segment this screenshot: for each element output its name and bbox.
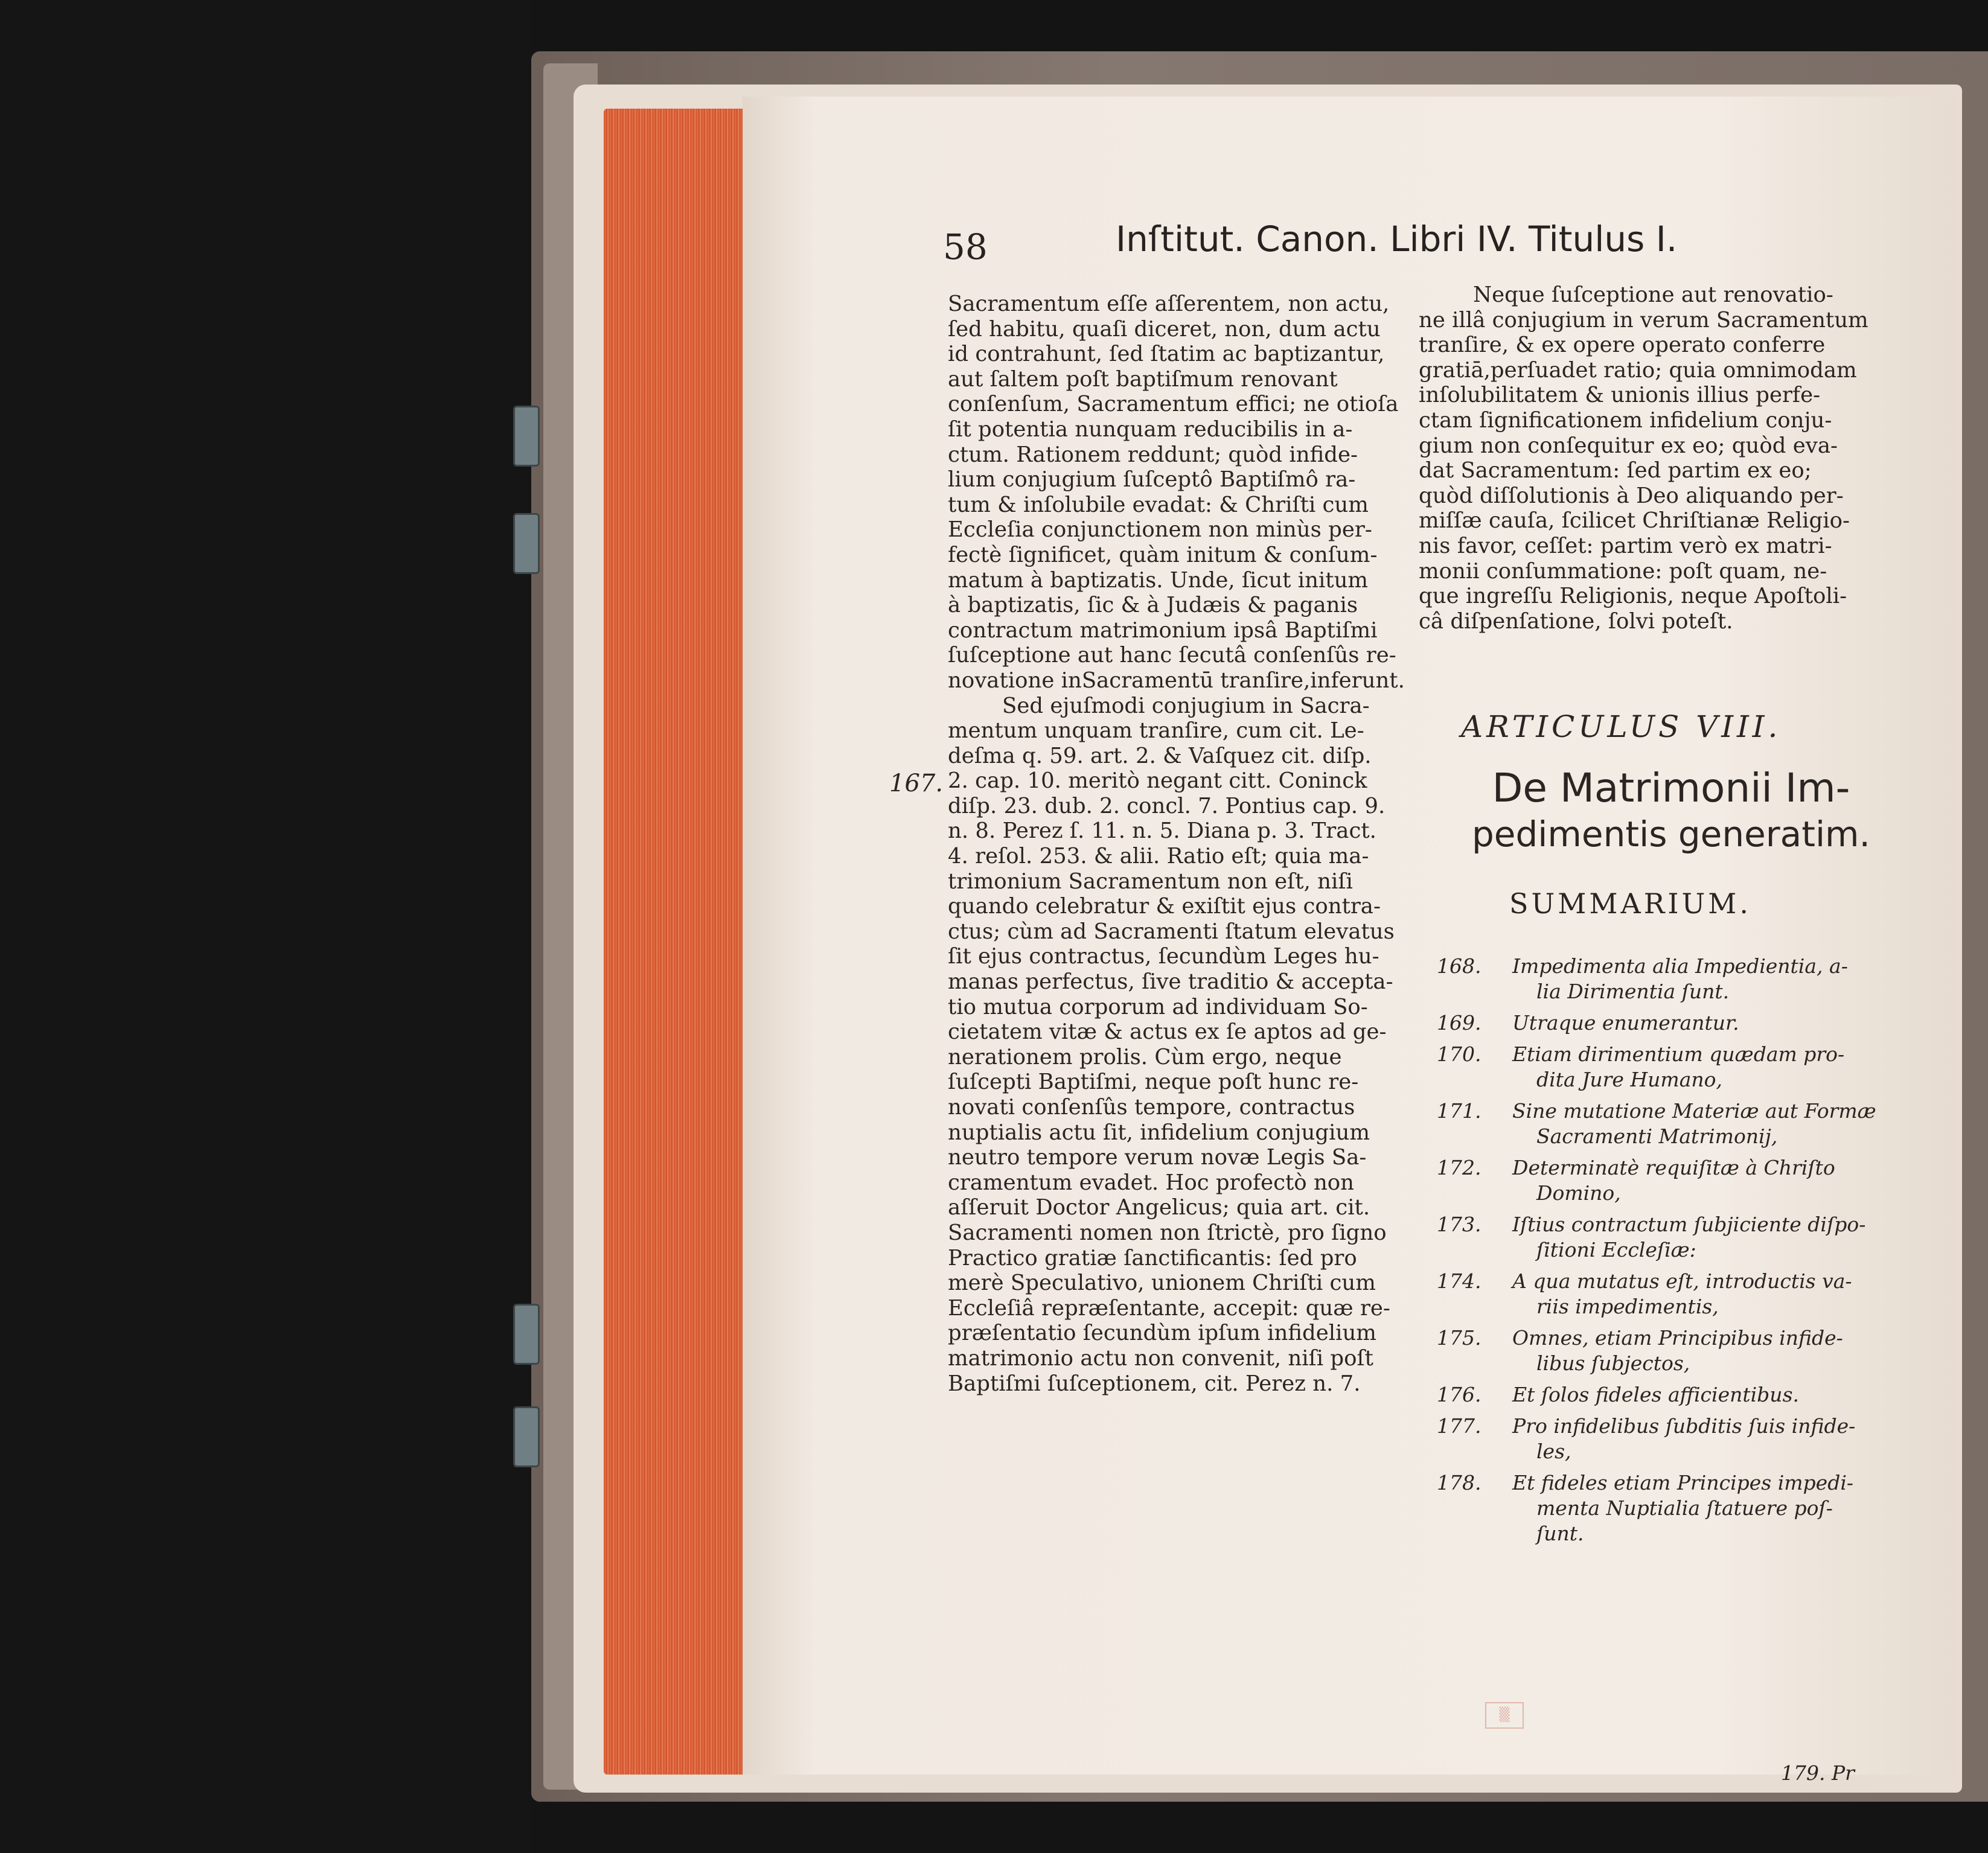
text-line: diſp. 23. dub. 2. concl. 7. Pontius cap. 9. <box>948 793 1386 818</box>
text-line: ne illâ conjugium in verum Sacramentum <box>1419 307 1868 333</box>
summary-item-number: 174. <box>1437 1269 1481 1293</box>
summary-item-text: dita Jure Humano, <box>1536 1068 1722 1091</box>
text-line: conſenſum, Sacramentum effici; ne otioſa <box>948 392 1399 417</box>
summary-item <box>1437 1269 1896 1319</box>
text-line: lium conjugium ſuſceptô Baptiſmô ra- <box>948 467 1356 493</box>
summary-item-number: 175. <box>1437 1326 1481 1350</box>
text-line: Practico gratiæ ſanctificantis: ſed pro <box>948 1245 1357 1271</box>
summary-item-text: Sacramenti Matrimonij, <box>1536 1124 1778 1148</box>
summary-item-text: Determinatè requiſitæ à Chriſto <box>1512 1156 1835 1179</box>
text-line: cramentum evadet. Hoc profectò non <box>948 1170 1355 1195</box>
text-line: Sacramenti nomen non ſtrictè, pro ſigno <box>948 1220 1387 1245</box>
right-column <box>1419 282 1884 634</box>
text-line: quando celebratur & exiſtit ejus contra- <box>948 894 1381 919</box>
summary-list <box>1437 954 1896 1552</box>
text-line: nis favor, ceſſet: partim verò ex matri- <box>1419 533 1832 558</box>
text-line: ſit ejus contractus, ſecundùm Leges hu- <box>948 944 1379 969</box>
text-line: merè Speculativo, unionem Chriſti cum <box>948 1271 1376 1296</box>
text-line: ſuſcepti Baptiſmi, neque poſt hunc re- <box>948 1070 1359 1095</box>
summary-item <box>1437 1010 1896 1036</box>
text-line: cietatem vitæ & actus ex ſe aptos ad ge- <box>948 1019 1387 1045</box>
clasp-hinge-icon <box>513 1406 540 1467</box>
summary-item-text: libus ſubjectos, <box>1536 1351 1690 1375</box>
text-line: id contrahunt, ſed ſtatim ac baptizantur, <box>948 342 1385 367</box>
text-line: mentum unquam tranſire, cum cit. Le- <box>948 718 1364 744</box>
summary-heading: SUMMARIUM. <box>1509 887 1751 920</box>
text-line: matrimonio actu non convenit, niſi poſt <box>948 1345 1373 1371</box>
text-line: tranſire, & ex opere operato conferre <box>1419 333 1826 358</box>
text-line: aſſeruit Doctor Angelicus; quia art. cit. <box>948 1195 1370 1220</box>
summary-item <box>1437 1470 1896 1546</box>
text-line: novatione inSacramentū tranſire,inferunt. <box>948 668 1405 693</box>
summary-item-text: Omnes, etiam Principibus infide- <box>1512 1326 1843 1350</box>
summary-item-text: lia Dirimentia ſunt. <box>1536 980 1730 1003</box>
article-title-line: De Matrimonii Im- <box>1492 765 1850 811</box>
summary-item-text: Et ſolos fideles afficientibus. <box>1512 1383 1799 1406</box>
summary-item-text: Pro infidelibus ſubditis ſuis infide- <box>1512 1414 1856 1438</box>
text-line: manas perfectus, ſive traditio & accepta- <box>948 969 1393 995</box>
text-line: que ingreſſu Religionis, neque Apoſtoli- <box>1419 584 1847 609</box>
summary-item-number: 173. <box>1437 1213 1481 1236</box>
text-line: ctus; cùm ad Sacramenti ſtatum elevatus <box>948 919 1395 944</box>
summary-item-number: 169. <box>1437 1011 1481 1035</box>
summary-item-text: Etiam dirimentium quædam pro- <box>1512 1042 1845 1066</box>
text-line: n. 8. Perez ſ. 11. n. 5. Diana p. 3. Tract. <box>948 818 1376 844</box>
dark-background <box>0 0 531 1853</box>
text-line: deſma q. 59. art. 2. & Vaſquez cit. diſp. <box>948 743 1372 768</box>
text-line: câ diſpenſatione, ſolvi poteſt. <box>1419 608 1733 634</box>
text-line: 2. cap. 10. meritò negant citt. Coninck <box>948 768 1367 794</box>
text-line: miſſæ cauſa, ſcilicet Chriſtianæ Religio- <box>1419 508 1850 534</box>
summary-item <box>1437 1414 1896 1464</box>
text-line: ctum. Rationem reddunt; quòd infide- <box>948 442 1358 467</box>
article-heading: ARTICULUS VIII. <box>1461 709 1782 744</box>
text-line: à baptizatis, ſic & à Judæis & paganis <box>948 593 1358 618</box>
summary-item-text: Domino, <box>1536 1181 1621 1205</box>
summary-item-number: 178. <box>1437 1471 1481 1494</box>
summary-item-text: Et fideles etiam Principes impedi- <box>1512 1471 1854 1494</box>
summary-item <box>1437 1155 1896 1206</box>
summary-item <box>1437 1042 1896 1092</box>
summary-item-text: Impedimenta alia Impedientia, a- <box>1512 954 1848 978</box>
text-line: gium non conſequitur ex eo; quòd eva- <box>1419 433 1838 458</box>
summary-item-text: menta Nuptialia ſtatuere poſ- <box>1536 1496 1833 1520</box>
text-line: præſentatio ſecundùm ipſum infidelium <box>948 1321 1376 1346</box>
summary-item-text: Utraque enumerantur. <box>1512 1011 1739 1035</box>
text-line: monii conſummatione: poſt quam, ne- <box>1419 558 1827 584</box>
summary-item <box>1437 1099 1896 1149</box>
article-title-line: pedimentis generatim. <box>1471 814 1870 855</box>
summary-item-number: 177. <box>1437 1414 1481 1438</box>
summary-item <box>1437 1212 1896 1263</box>
summary-item-number: 172. <box>1437 1156 1481 1179</box>
running-title: Inſtitut. Canon. Libri IV. Titulus I. <box>1116 218 1678 260</box>
text-line: Eccleſiâ repræſentante, accepit: quæ re- <box>948 1295 1390 1321</box>
text-line: ſuſceptione aut hanc ſecutâ conſenſûs re- <box>948 643 1396 668</box>
summary-item-text: riis impedimentis, <box>1536 1295 1719 1318</box>
summary-item-number: 176. <box>1437 1383 1481 1406</box>
library-stamp: ▒ <box>1485 1702 1524 1729</box>
summary-item-text: Sine mutatione Materiæ aut Formæ <box>1512 1099 1876 1123</box>
summary-item-number: 171. <box>1437 1099 1481 1123</box>
text-line: 4. reſol. 253. & alii. Ratio eſt; quia ma- <box>948 844 1369 869</box>
summary-item <box>1437 1325 1896 1376</box>
text-line: ctam ſignificationem infidelium conju- <box>1419 407 1832 433</box>
text-line: tum & inſolubile evadat: & Chriſti cum <box>948 492 1369 517</box>
text-line: nuptialis actu ſit, infidelium conjugium <box>948 1120 1370 1145</box>
text-line: novati conſenſûs tempore, contractus <box>948 1095 1355 1120</box>
catchword: 179. Pr <box>1781 1761 1855 1785</box>
summary-item-text: ſunt. <box>1536 1522 1584 1545</box>
summary-item <box>1437 954 1896 1004</box>
left-column <box>948 292 1404 1396</box>
summary-item-text: A qua mutatus eſt, introductis va- <box>1512 1269 1852 1293</box>
text-line: neutro tempore verum novæ Legis Sa- <box>948 1145 1367 1170</box>
summary-item-number: 170. <box>1437 1042 1481 1066</box>
clasp-hinge-icon <box>513 1304 540 1365</box>
text-line: Baptiſmi ſuſceptionem, cit. Perez n. 7. <box>948 1371 1361 1396</box>
text-line: Neque ſuſceptione aut renovatio- <box>1473 282 1833 307</box>
text-line: ſit potentia nunquam reducibilis in a- <box>948 416 1353 442</box>
red-page-edges <box>604 109 749 1775</box>
text-line: nerationem prolis. Cùm ergo, neque <box>948 1044 1342 1070</box>
clasp-hinge-icon <box>513 513 540 574</box>
text-line: tio mutua corporum ad individuam So- <box>948 994 1368 1019</box>
article-title <box>1430 765 1913 857</box>
text-line: Sacramentum eſſe aſſerentem, non actu, <box>948 292 1390 316</box>
text-line: trimonium Sacramentum non eſt, niſi <box>948 869 1353 894</box>
text-line: Sed ejuſmodi conjugium in Sacra- <box>1002 693 1370 718</box>
text-line: Eccleſia conjunctionem non minùs per- <box>948 517 1372 543</box>
page-number: 58 <box>943 226 988 267</box>
text-line: contractum matrimonium ipsâ Baptiſmi <box>948 617 1378 643</box>
text-line: quòd diſſolutionis à Deo aliquando per- <box>1419 483 1844 508</box>
summary-item <box>1437 1382 1896 1408</box>
margin-number: 167. <box>889 770 944 797</box>
text-line: inſolubilitatem & unionis illius perfe- <box>1419 383 1821 408</box>
summary-item-text: les, <box>1536 1440 1571 1463</box>
text-line: aut ſaltem poſt baptiſmum renovant <box>948 366 1338 392</box>
summary-item-text: Iſtius contractum ſubjiciente diſpo- <box>1512 1213 1866 1236</box>
text-line: fectè ſignificet, quàm initum & conſum- <box>948 542 1378 567</box>
clasp-hinge-icon <box>513 406 540 467</box>
text-line: gratiā,perſuadet ratio; quia omnimodam <box>1419 357 1857 383</box>
summary-item-text: ſitioni Eccleſiæ: <box>1536 1238 1696 1261</box>
text-line: matum à baptizatis. Unde, ſicut initum <box>948 567 1369 593</box>
text-line: ſed habitu, quaſi diceret, non, dum actu <box>948 316 1381 342</box>
text-line: dat Sacramentum: ſed partim ex eo; <box>1419 458 1812 483</box>
summary-item-number: 168. <box>1437 954 1481 978</box>
